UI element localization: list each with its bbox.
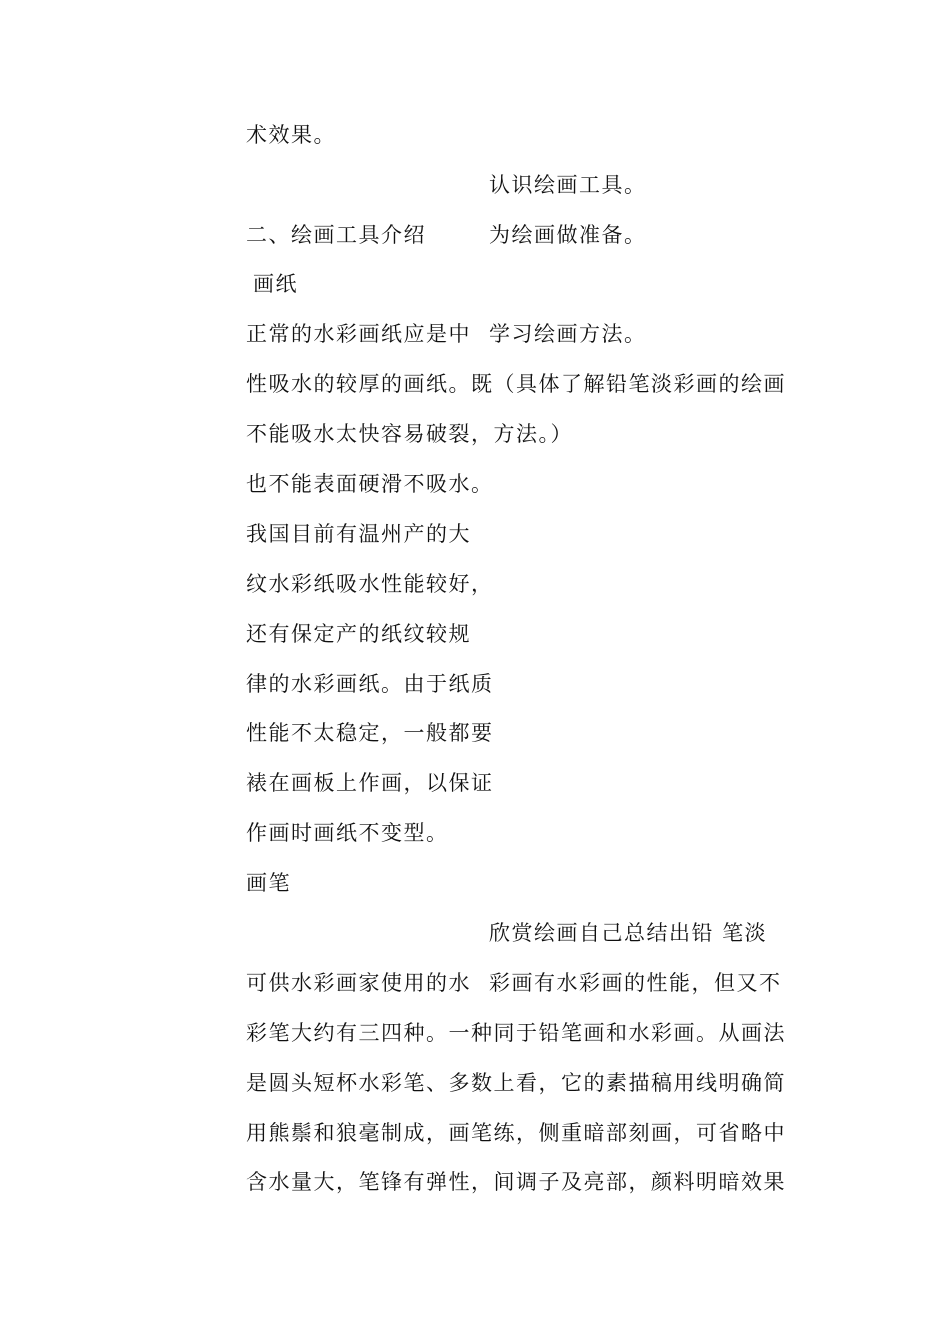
- text-line: 用熊鬃和狼毫制成，画笔练，侧重暗部刻画，可省略中: [246, 1121, 786, 1145]
- text-line: 性吸水的较厚的画纸。既（具体了解铅笔淡彩画的绘画: [246, 372, 786, 396]
- text-line: 可供水彩画家使用的水: [246, 971, 471, 995]
- text-line: 欣赏绘画自己总结出铅 笔淡: [489, 921, 768, 945]
- text-line: 正常的水彩画纸应是中: [246, 322, 471, 346]
- text-line: 纹水彩纸吸水性能较好，: [246, 572, 494, 596]
- text-line: 性能不太稳定，一般都要: [246, 721, 494, 745]
- text-line: 术效果。: [246, 123, 336, 147]
- text-line: 为绘画做准备。: [489, 223, 647, 247]
- subheading: 画纸: [253, 272, 298, 296]
- text-line: 认识绘画工具。: [489, 173, 647, 197]
- text-line: 作画时画纸不变型。: [246, 821, 449, 845]
- text-line: 是圆头短杯水彩笔、多数上看，它的素描稿用线明确简: [246, 1071, 786, 1095]
- text-line: 学习绘画方法。: [489, 322, 647, 346]
- text-line: 彩笔大约有三四种。一种同于铅笔画和水彩画。从画法: [246, 1021, 786, 1045]
- text-line: 不能吸水太快容易破裂，方法。）: [246, 422, 573, 446]
- text-line: 也不能表面硬滑不吸水。: [246, 472, 494, 496]
- subheading: 画笔: [246, 871, 291, 895]
- text-line: 我国目前有温州产的大: [246, 522, 471, 546]
- text-line: 含水量大，笔锋有弹性，间调子及亮部，颜料明暗效果: [246, 1170, 786, 1194]
- text-line: 律的水彩画纸。由于纸质: [246, 672, 494, 696]
- text-line: 彩画有水彩画的性能，但又不: [489, 971, 782, 995]
- text-line: 裱在画板上作画，以保证: [246, 771, 494, 795]
- text-line: 还有保定产的纸纹较规: [246, 622, 471, 646]
- section-heading: 二、绘画工具介绍: [246, 223, 426, 247]
